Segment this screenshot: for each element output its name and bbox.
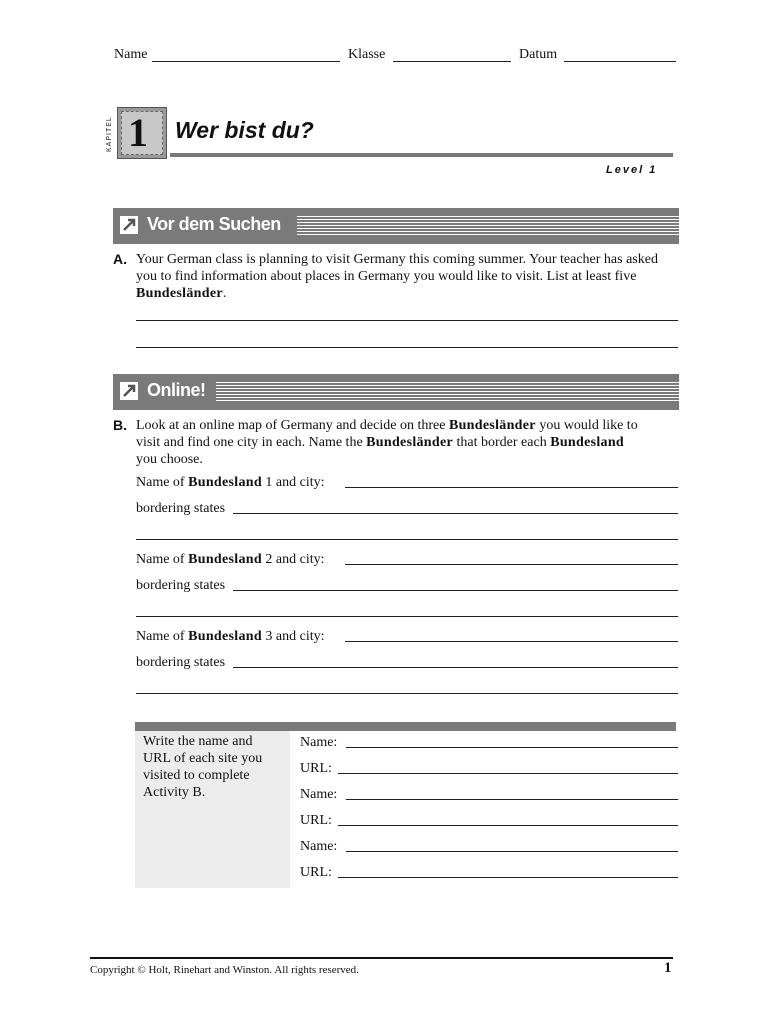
entry-2-field[interactable] <box>345 564 678 565</box>
section-bar-vor-dem-suchen <box>113 208 679 244</box>
site-3-name-field[interactable] <box>346 851 678 852</box>
activity-b-letter: B. <box>113 417 127 433</box>
name-label: Name <box>114 47 148 62</box>
page-number: 1 <box>664 960 672 976</box>
chapter-number: 1 <box>128 110 148 155</box>
activity-b-text: Look at an online map of Germany and decide on three Bundesländer you would like to visit and find one city in each. Name the Bundesländer that border each Bundesland you choose. <box>136 418 638 467</box>
section-title: Online! <box>147 380 206 400</box>
entry-1-extra-line[interactable] <box>136 539 678 540</box>
entry-1-bordering-label: bordering states <box>136 501 226 516</box>
site-1-url-field[interactable] <box>338 773 678 774</box>
chapter-stamp-icon <box>117 107 167 159</box>
answer-line-a1[interactable] <box>136 320 678 321</box>
site-2-name-field[interactable] <box>346 799 678 800</box>
entry-3-extra-line[interactable] <box>136 693 678 694</box>
site-2-url-label: URL: <box>300 813 332 828</box>
decorative-lines <box>297 216 679 236</box>
site-1-name-field[interactable] <box>346 747 678 748</box>
datum-label: Datum <box>519 47 558 62</box>
klasse-field[interactable] <box>393 61 511 62</box>
entry-2-label: Name of Bundesland 2 and city: <box>136 552 325 567</box>
entry-2-bordering-label: bordering states <box>136 578 226 593</box>
chapter-title: Wer bist du? <box>175 117 314 143</box>
site-1-name-label: Name: <box>300 735 338 750</box>
level-label: Level 1 <box>606 164 658 176</box>
site-3-url-field[interactable] <box>338 877 678 878</box>
entry-2-bordering-field[interactable] <box>233 590 678 591</box>
name-field[interactable] <box>152 61 340 62</box>
title-rule <box>170 153 673 157</box>
arrow-icon <box>120 382 138 400</box>
arrow-icon <box>120 216 138 234</box>
entry-1-label: Name of Bundesland 1 and city: <box>136 475 325 490</box>
entry-3-bordering-label: bordering states <box>136 655 226 670</box>
site-1-url-label: URL: <box>300 761 332 776</box>
section-bar-online <box>113 374 679 410</box>
klasse-label: Klasse <box>348 47 386 62</box>
answer-line-a2[interactable] <box>136 347 678 348</box>
decorative-lines <box>216 382 679 402</box>
site-3-url-label: URL: <box>300 865 332 880</box>
entry-3-label: Name of Bundesland 3 and city: <box>136 629 325 644</box>
activity-a-letter: A. <box>113 251 127 267</box>
section-title: Vor dem Suchen <box>147 214 281 234</box>
site-2-name-label: Name: <box>300 787 338 802</box>
entry-1-bordering-field[interactable] <box>233 513 678 514</box>
footer-rule <box>90 957 673 959</box>
sites-instruction: Write the name and URL of each site you visited to complete Activity B. <box>143 734 263 800</box>
entry-3-field[interactable] <box>345 641 678 642</box>
entry-1-field[interactable] <box>345 487 678 488</box>
copyright: Copyright © Holt, Rinehart and Winston. All rights reserved. <box>90 964 359 976</box>
sites-box-header <box>135 722 676 731</box>
kapitel-label: KAPITEL <box>106 116 113 152</box>
site-3-name-label: Name: <box>300 839 338 854</box>
site-2-url-field[interactable] <box>338 825 678 826</box>
datum-field[interactable] <box>564 61 676 62</box>
entry-2-extra-line[interactable] <box>136 616 678 617</box>
entry-3-bordering-field[interactable] <box>233 667 678 668</box>
activity-a-text: Your German class is planning to visit Germany this coming summer. Your teacher has asked you to find information about places in Germany you would like to visit. List at least five Bundesländer. <box>136 252 658 301</box>
